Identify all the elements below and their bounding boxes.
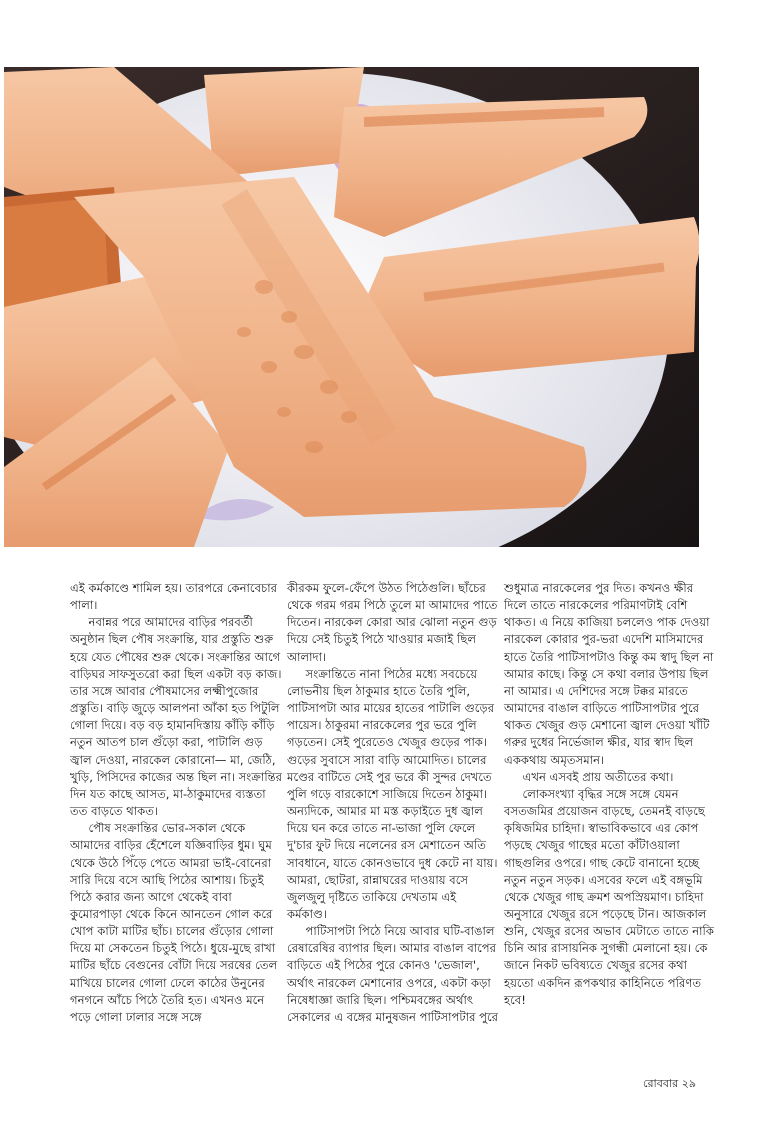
paragraph: এখন এসবই প্রায় অতীতের কথা। bbox=[522, 769, 674, 784]
article-column-2 bbox=[287, 580, 499, 1026]
paragraph: এই কর্মকাণ্ডে শামিল হয়। তারপরে কেনাবেচার পালা। bbox=[70, 581, 278, 613]
paragraph: নবান্নর পরে আমাদের বাড়ির পরবর্তী অনুষ্ঠান ছিল পৌষ সংক্রান্তি, যার প্রস্তুতি শুরু হয়ে যেত পৌষের শুরু থেকে। সংক্রান্তির আগে বাড়িঘর সাফসুতরো করা ছিল একটা বড় কাজ। তার সঙ্গে আবার পৌষমাসের লক্ষ্মীপুজোর প্রস্তুতি। বাড়ি জুড়ে আলপনা আঁকা হত পিটুলি গোলা দিয়ে। বড় বড় হামানদিস্তায় কাঁড়ি কাঁড়ি নতুন আতপ চাল গুঁড়ো করা, পাটালি গুড় জ্বাল দেওয়া, নারকেল কোরানো— মা, জেঠি, খুড়ি, পিসিদের কাজের অন্ত ছিল না। সংক্রান্তির দিন যত কাছে আসত, মা-ঠাকুমাদের ব্যস্ততা তত বাড়তে থাকত। bbox=[70, 615, 283, 819]
paragraph: সংক্রান্তিতে নানা পিঠের মধ্যে সবচেয়ে লোভনীয় ছিল ঠাকুমার হাতে তৈরি পুলি, পাটিসাপটা আর মায়ের হাতের পাটালি গুড়ের পায়েস। ঠাকুরমা নারকেলের পুর ভরে পুলি গড়তেন। সেই পুরেতেও খেজুর গুড়ের পাক। গুড়ের সুবাসে সারা বাড়ি আমোদিত। চালের মণ্ডের বাটিতে সেই পুর ভরে কী সুন্দর দেখতে পুলি গড়ে বারকোশে সাজিয়ে দিতেন ঠাকুমা। অন্যদিকে, আমার মা মস্ত কড়াইতে দুধ জ্বাল দিয়ে ঘন করে তাতে না-ভাজা পুলি ফেলে দু'চার ফুট দিয়ে নলেনের রস মেশাতেন অতি সাবধানে, যাতে কোনওভাবে দুধ কেটে না যায়। আমরা, ছোটরা, রান্নাঘরের দাওয়ায় বসে জুলজুলু দৃষ্টিতে তাকিয়ে দেখতাম এই কর্মকাণ্ড। bbox=[287, 666, 498, 921]
paragraph: পাটিসাপটা পিঠে নিয়ে আবার ঘটি-বাঙাল রেষারেষির ব্যাপার ছিল। আমার বাঙাল বাপের বাড়িতে এই পিঠের পুরে কোনও 'ভেজাল', অর্থাৎ নারকেল মেশানোর ওপরে, একটা কড়া নিষেধাজ্ঞা জারি ছিল। পশ্চিমবঙ্গের অর্থাৎ সেকালের এ বঙ্গের মানুষজন পাটিসাপটার পুরে bbox=[287, 924, 499, 1024]
paragraph: কীরকম ফুলে-ফেঁপে উঠত পিঠেগুলি। ছাঁচের থেকে গরম গরম পিঠে তুলে মা আমাদের পাতে দিতেন। নারকেল কোরা আর ঝোলা নতুন গুড় দিয়ে সেই চিতুই পিঠে খাওয়ার মজাই ছিল আলাদা। bbox=[287, 581, 498, 664]
article-column-1 bbox=[70, 580, 282, 1026]
paragraph: পৌষ সংক্রান্তির ভোর-সকাল থেকে আমাদের বাড়ির হেঁশেলে যজ্ঞিবাড়ির ধুম। ঘুম থেকে উঠে পিঁড়ে পেতে আমরা ভাই-বোনেরা সারি দিয়ে বসে আছি পিঠের আশায়। চিতুই পিঠে করার জন্য আগে থেকেই বাবা কুমোরপাড়া থেকে কিনে আনতেন গোল করে খোপ কাটা মাটির ছাঁচ। চালের গুঁড়োর গোলা দিয়ে মা সেকতেন চিতুই পিঠে। ধুয়ে-মুছে রাখা মাটির ছাঁচে বেগুনের বোঁটা দিয়ে সরষের তেল মাখিয়ে চালের গোলা ঢেলে কাঠের উনুনের গনগনে আঁচে পিঠে তৈরি হত। এখনও মনে পড়ে গোলা ঢালার সঙ্গে সঙ্গে bbox=[70, 821, 278, 1024]
paragraph: লোকসংখ্যা বৃদ্ধির সঙ্গে সঙ্গে যেমন বসতজমির প্রয়োজন বাড়ছে, তেমনই বাড়ছে কৃষিজমির চাহিদা। স্বাভাবিকভাবে এর কোপ পড়ছে খেজুর গাছের মতো কাঁটাওয়ালা গাছগুলির ওপরে। গাছ কেটে বানানো হচ্ছে নতুন নতুন সড়ক। এসবের ফলে এই বঙ্গভূমি থেকে খেজুর গাছ ক্রমশ অপস্রিয়মাণ। চাহিদা অনুসারে খেজুর রসে পড়েছে টান। আজকাল শুনি, খেজুর রসের অভাব মেটাতে তাতে নাকি চিনি আর রাসায়নিক সুগন্ধী মেলানো হয়। কে জানে নিকট ভবিষ্যতে খেজুর রসের কথা হয়তো একদিন রূপকথার কাহিনিতে পরিণত হবে! bbox=[504, 786, 714, 1007]
page-footer-folio: রোববার ২৯ bbox=[643, 1077, 696, 1090]
article-column-3 bbox=[504, 580, 716, 1009]
paragraph: শুধুমাত্র নারকেলের পুর দিত। কখনও ক্ষীর দিলে তাতে নারকেলের পরিমাণটাই বেশি থাকত। এ নিয়ে কাজিয়া চললেও পাক দেওয়া নারকেল কোরার পুর-ভরা এদেশি মাসিমাদের হাতে তৈরি পাটিসাপটাও কিন্তু কম স্বাদু ছিল না আমার কাছে। কিন্তু সে কথা বলার উপায় ছিল না আমার। এ দেশিদের সঙ্গে টক্কর মারতে আমাদের বাঙাল বাড়িতে পাটিসাপটার পুরে থাকত খেজুর গুড় মেশানো জ্বাল দেওয়া খাঁটি গরুর দুধের নির্ভেজাল ক্ষীর, যার স্বাদ ছিল এককথায় অমৃতসমান। bbox=[504, 581, 714, 767]
patishapta-plate-image bbox=[4, 67, 699, 547]
food-photo bbox=[4, 67, 699, 547]
